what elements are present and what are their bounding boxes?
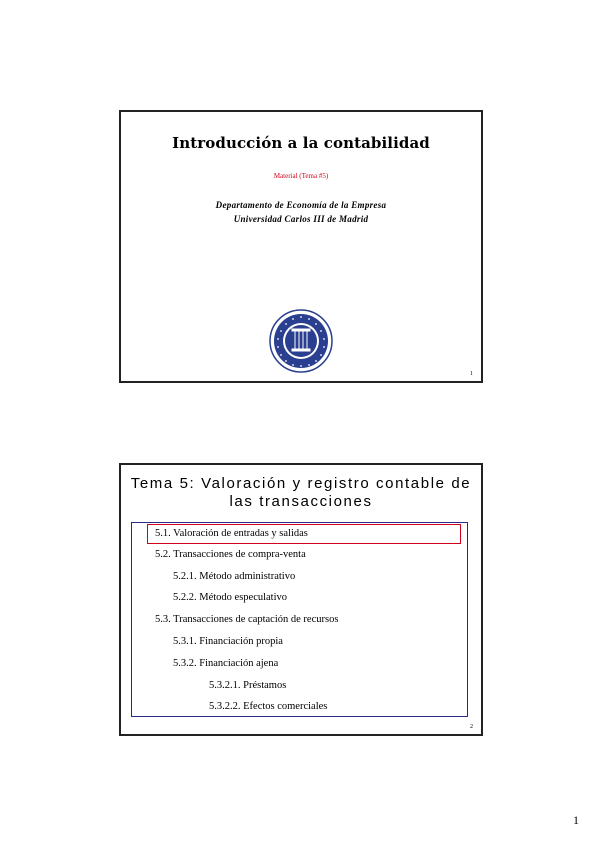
department-info <box>121 198 481 226</box>
slide-title-line-1: Tema 5: Valoración y registro contable de <box>130 475 472 492</box>
university-seal-icon <box>269 309 333 373</box>
document-page-number: 1 <box>573 813 579 827</box>
toc-item: 5.1. Valoración de entradas y salidas <box>155 528 308 539</box>
toc-item: 5.2.1. Método administrativo <box>173 571 296 582</box>
slide-1 <box>119 110 483 383</box>
slide-title-line-2: las transacciones <box>229 493 373 510</box>
slide-title <box>121 475 481 511</box>
toc-item: 5.3.2.2. Efectos comerciales <box>209 701 328 712</box>
slide-subtitle: Material (Tema #5) <box>273 172 329 180</box>
slide-2 <box>119 463 483 736</box>
slide-page-number: 1 <box>470 371 473 377</box>
slide-page-number: 2 <box>470 724 473 730</box>
department-line-1: Departamento de Economía de la Empresa <box>215 200 387 210</box>
toc-item: 5.3.2.1. Préstamos <box>209 680 287 691</box>
toc-item: 5.2. Transacciones de compra-venta <box>155 549 306 560</box>
toc-item: 5.3.2. Financiación ajena <box>173 658 279 669</box>
department-line-2: Universidad Carlos III de Madrid <box>233 214 369 224</box>
slide-title: Introducción a la contabilidad <box>172 134 430 152</box>
toc-item: 5.3. Transacciones de captación de recursos <box>155 614 339 625</box>
toc-item: 5.3.1. Financiación propia <box>173 636 283 647</box>
toc-item: 5.2.2. Método especulativo <box>173 592 288 603</box>
